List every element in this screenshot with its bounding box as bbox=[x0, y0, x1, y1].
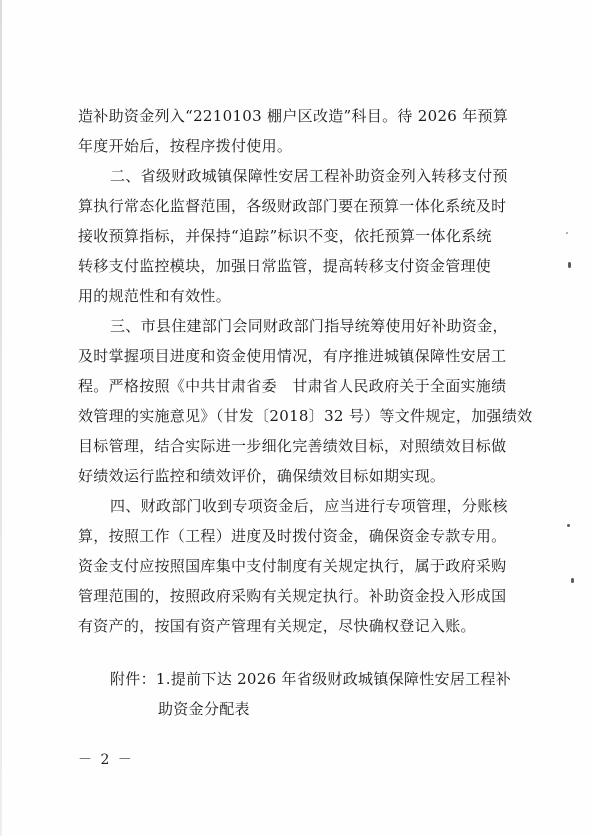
paragraph-line: 造补助资金列入“2210103 棚户区改造”科目。待 2026 年预算 bbox=[78, 107, 509, 125]
paragraph-line: 好绩效运行监控和绩效评价，确保绩效目标如期实现。 bbox=[78, 467, 446, 485]
paragraph-line: 接收预算指标，并保持“追踪”标识不变，依托预算一体化系统 bbox=[78, 227, 492, 245]
scan-speck bbox=[566, 232, 568, 234]
scan-speck bbox=[571, 578, 574, 583]
paragraph-line: 目标管理，结合实际进一步细化完善绩效目标，对照绩效目标做 bbox=[78, 437, 507, 455]
paragraph-line: 三、市县住建部门会同财政部门指导统筹使用好补助资金， bbox=[110, 317, 508, 335]
scan-speck bbox=[568, 262, 571, 268]
paragraph-line: 及时掌握项目进度和资金使用情况，有序推进城镇保障性安居工 bbox=[78, 347, 507, 365]
paragraph-line: 有资产的，按国有资产管理有关规定，尽快确权登记入账。 bbox=[78, 617, 476, 635]
scan-edge bbox=[0, 0, 2, 836]
paragraph-line: 资金支付应按照国库集中支付制度有关规定执行，属于政府采购 bbox=[78, 557, 507, 575]
paragraph-line: 用的规范性和有效性。 bbox=[78, 287, 232, 305]
paragraph-line: 四、财政部门收到专项资金后，应当进行专项管理，分账核 bbox=[110, 497, 508, 515]
attachment-line: 助资金分配表 bbox=[158, 700, 250, 718]
paragraph-line: 算执行常态化监督范围，各级财政部门要在预算一体化系统及时 bbox=[78, 197, 507, 215]
paragraph-line: 管理范围的，按照政府采购有关规定执行。补助资金投入形成国 bbox=[78, 587, 507, 605]
paragraph-line: 二、省级财政城镇保障性安居工程补助资金列入转移支付预 bbox=[110, 167, 508, 185]
paragraph-line: 年度开始后，按程序拨付使用。 bbox=[78, 137, 293, 155]
page-number: － 2 － bbox=[78, 752, 134, 768]
paragraph-line: 效管理的实施意见》（甘发〔2018〕32 号）等文件规定，加强绩效 bbox=[78, 407, 533, 425]
scan-speck bbox=[567, 524, 570, 527]
attachment-line: 附件：1.提前下达 2026 年省级财政城镇保障性安居工程补 bbox=[110, 670, 512, 688]
paragraph-line: 算，按照工作（工程）进度及时拨付资金，确保资金专款专用。 bbox=[78, 527, 507, 545]
paragraph-line: 转移支付监控模块，加强日常监管，提高转移支付资金管理使 bbox=[78, 257, 492, 275]
paragraph-line: 程。严格按照《中共甘肃省委 甘肃省人民政府关于全面实施绩 bbox=[78, 377, 507, 395]
